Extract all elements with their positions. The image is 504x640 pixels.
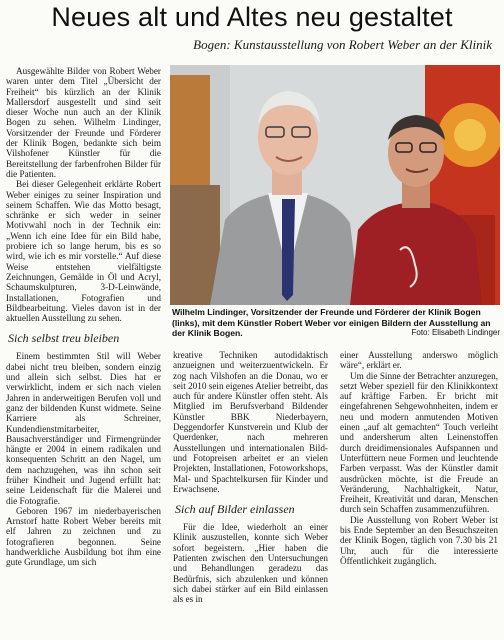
paragraph: einer Ausstellung anderswo möglich wäre“, erklärt er. (340, 350, 498, 371)
caption-text: Wilhelm Lindinger, Vorsitzender der Freunde und Förderer der Klinik Bogen (links), mit dem Künstler Robert Weber vor einigen Bildern der Ausstellung an der Klinik Bogen. (172, 307, 491, 339)
paragraph: Die Ausstellung von Robert Weber ist bis Ende September an den Besuchszeiten der Klinik Bogen, täglich von 7.30 bis 21 Uhr, auch für die interessierte Öffentlichkeit zugänglich. (340, 514, 498, 566)
photo-credit: Foto: Elisabeth Lindinger (411, 328, 500, 338)
headline: Neues alt und Altes neu gestaltet (51, 2, 453, 32)
subline: Bogen: Kunstausstellung von Robert Weber an der Klinik (193, 37, 492, 52)
article-column-3 (340, 350, 498, 566)
paragraph: Um die Sinne der Betrachter anzuregen, setzt Weber speziell für den Klinikkontext auf kräftige Farben. Er bricht mit eingefahrenen Sehgewohnheiten, indem er neu und modern anmutenden Motiven einen „auf alt gemachten“ Touch verleiht und andersherum alten Leinenstoffen durch dreidimensionales Aufspannen und Unterfüttern neue Formen und leuchtende Farben verpasst. Was der Künstler damit ausdrücken möchte, ist die Freude an Veränderung, Nachhaltigkeit, Natur, Freiheit, Kreativität und daran, Menschen durch sein Schaffen zusammenzuführen. (340, 370, 498, 515)
section-heading: Sich auf Bilder einlassen (175, 502, 295, 517)
article-column-1 (6, 66, 161, 568)
photo-caption (172, 307, 500, 339)
section-heading: Sich selbst treu bleiben (8, 331, 120, 346)
paragraph: Für die Idee, wiederholt an einer Klinik auszustellen, konnte sich Weber sofort begeistern. „Hier haben die Patienten zwischen den Untersuchungen und Behandlungen geradezu das Bedürfnis, sich abzulenken und können sich dabei stärker auf ein Bild einlassen als es in (173, 522, 328, 605)
paragraph: Ausgewählte Bilder von Robert Weber waren unter dem Titel „Übersicht der Freiheit“ bis kürzlich an der Klinik Mallersdorf ausgestellt und sind seit dieser Woche nun auch an der Klinik Bogen zu sehen. Wilhelm Lindinger, Vorsitzender der Freunde und Förderer der Klinik Bogen, bedankte sich beim Vilshofener Künstler für die Bereitstellung der farbenfrohen Bilder für die Patienten. (6, 66, 161, 179)
article-column-2 (173, 350, 328, 605)
article-photo (170, 65, 500, 305)
paragraph: Geboren 1967 im niederbayerischen Arnstorf hatte Robert Weber bereits mit elf Jahren zu zeichnen und zu fotografieren begonnen. Seine handwerkliche Ausbildung bot ihm eine gute Grundlage, um sich (6, 505, 161, 568)
paragraph: kreative Techniken autodidaktisch anzueignen und weiterzuentwickeln. Er zog nach Vilshofen an die Donau, wo er seit 2010 sein eigenes Atelier betreibt, das auch für andere Künstler offen steht. Als Mitglied im Berufsverband Bildender Künstler BBK Niederbayern, Deggendorfer Kunstverein und Klub der Querdenker, nach mehreren Ausstellungen und internationalen Bild- und Fotopreisen arbeitet er an vielen Projekten, Installationen, Fotoworkshops, Mal- und Spachtelkursen für Kinder und Erwachsene. (173, 350, 328, 494)
photo-illustration (170, 65, 500, 305)
paragraph: Bei dieser Gelegenheit erklärte Robert Weber einiges zu seiner Inspiration und seinem Schaffen. Wie das Motto besagt, schränke er sich weder in seiner Motivwahl noch in der Technik ein: „Wenn ich eine Idee für ein Bild habe, probiere ich so lange herum, bis es so wird, wie ich es mir vorstelle.“ Auf diese Weise entstehen vielfältigste Zeichnungen, Gemälde in Öl und Acryl, Schaumskulpturen, 3-D-Leinwände, Installationen, Fotografien und Bildbearbeitung. Vieles davon ist in der aktuellen Ausstellung zu sehen. (6, 179, 161, 324)
paragraph: Einem bestimmten Stil will Weber dabei nicht treu bleiben, sondern einzig und allein sich selbst. Dies hat er verwirklicht, indem er sich nach vielen Jahren in anderweitigen Berufen voll und ganz der bildenden Kunst widmete. Seine Karriere als Schreiner, Kundendienstmitarbeiter, Bausachverständiger und Firmengründer hängte er 2004 in einem radikalen und konsequenten Schritt an den Nagel, um dem nachzugehen, was ihn schon seit früher Kindheit und Jugend erfüllt hat: seine Leidenschaft für die Malerei und die Fotografie. (6, 351, 161, 506)
